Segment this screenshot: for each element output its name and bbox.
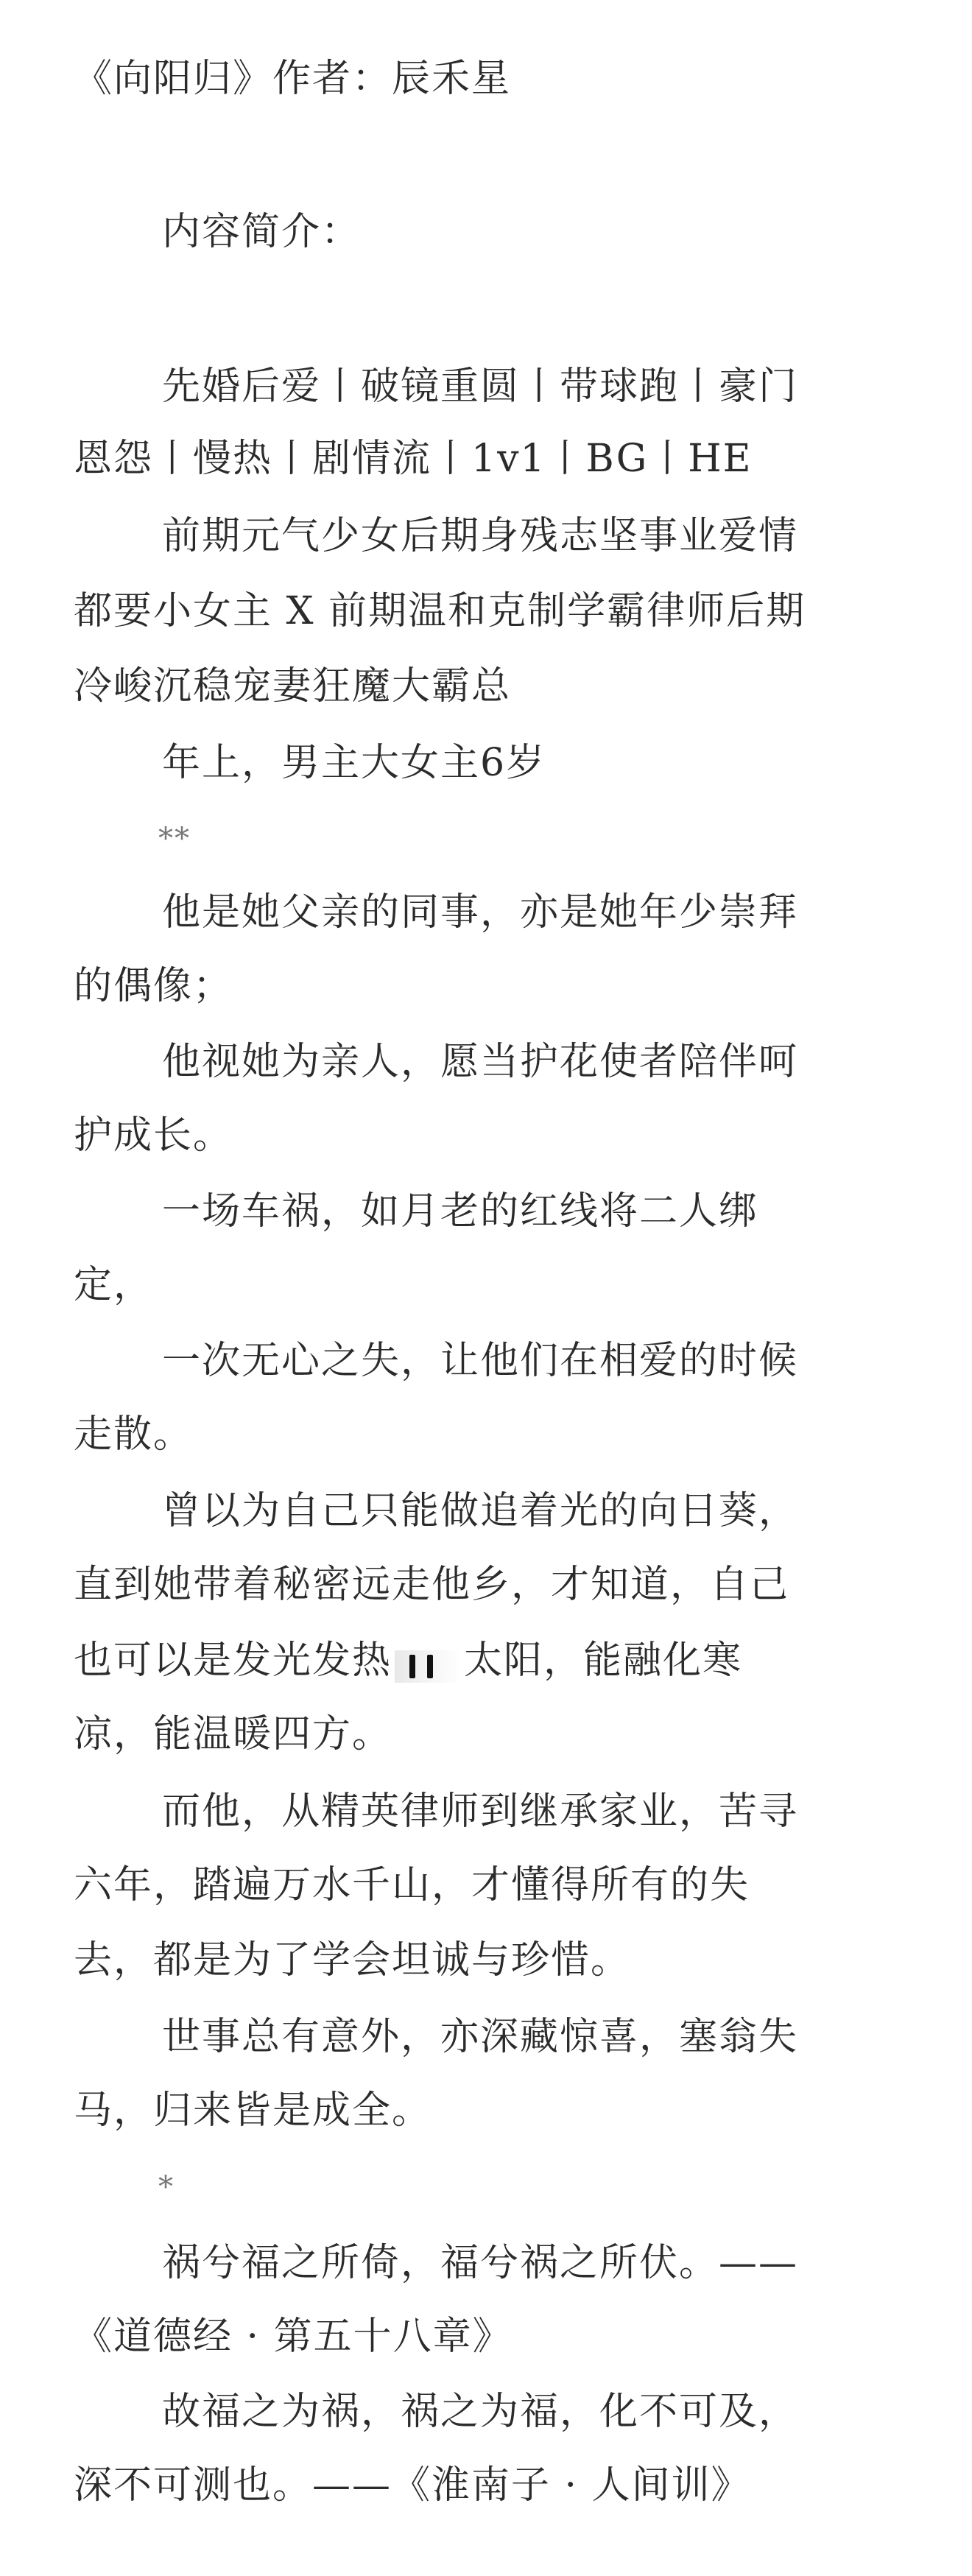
paragraph-line: 直到她带着秘密远走他乡，才知道，自己 <box>74 1563 790 1607</box>
paragraph-line: 定， <box>74 1263 154 1307</box>
paragraph-line: 而他，从精英律师到继承家业，苦寻 <box>162 1790 799 1834</box>
intro-label: 内容简介： <box>162 210 362 254</box>
paragraph-line: 年上，男主大女主6岁 <box>162 741 546 785</box>
pause-bars-icon <box>395 1644 461 1677</box>
paragraph-line: 的偶像； <box>74 964 233 1008</box>
paragraph-line: 一场车祸，如月老的红线将二人绑 <box>162 1189 759 1234</box>
separator-mark: ** <box>158 822 191 856</box>
paragraph-line: 前期元气少女后期身残志坚事业爱情 <box>162 514 799 558</box>
paragraph-line: 马，归来皆是成全。 <box>74 2088 432 2133</box>
paragraph-line: 他是她父亲的同事，亦是她年少崇拜 <box>162 890 799 935</box>
paragraph-line: 曾以为自己只能做追着光的向日葵， <box>162 1489 799 1533</box>
tags-line-1: 先婚后爱丨破镜重圆丨带球跑丨豪门 <box>162 365 799 409</box>
paragraph-line: 护成长。 <box>74 1113 233 1158</box>
paragraph-line: 都要小女主 X 前期温和克制学霸律师后期 <box>74 589 806 633</box>
tags-line-2: 恩怨丨慢热丨剧情流丨1v1丨BG丨HE <box>74 437 753 481</box>
paragraph-line: 凉，能温暖四方。 <box>74 1712 392 1756</box>
paragraph-text: 太阳，能融化寒 <box>464 1639 743 1683</box>
paragraph-text: 也可以是发光发热 <box>74 1639 392 1683</box>
paragraph-line: 世事总有意外，亦深藏惊喜，塞翁失 <box>162 2015 799 2059</box>
paragraph-line: 冷峻沉稳宠妻狂魔大霸总 <box>74 664 512 708</box>
paragraph-line-with-sticker <box>74 1635 742 1686</box>
quote-line: 祸兮福之所倚，福兮祸之所伏。—— <box>162 2241 799 2285</box>
paragraph-line: 去，都是为了学会坦诚与珍惜。 <box>74 1938 631 1982</box>
paragraph-line: 六年，踏遍万水千山，才懂得所有的失 <box>74 1863 750 1907</box>
paragraph-line: 他视她为亲人，愿当护花使者陪伴呵 <box>162 1040 799 1084</box>
quote-line: 《道德经 · 第五十八章》 <box>74 2315 513 2359</box>
separator-mark: * <box>158 2170 175 2204</box>
paragraph-line: 走散。 <box>74 1412 194 1457</box>
quote-line: 故福之为祸，祸之为福，化不可及， <box>162 2390 799 2434</box>
quote-line: 深不可测也。——《淮南子 · 人间训》 <box>74 2463 751 2508</box>
paragraph-line: 一次无心之失，让他们在相爱的时候 <box>162 1339 799 1383</box>
title-line: 《向阳归》作者：辰禾星 <box>74 57 512 101</box>
